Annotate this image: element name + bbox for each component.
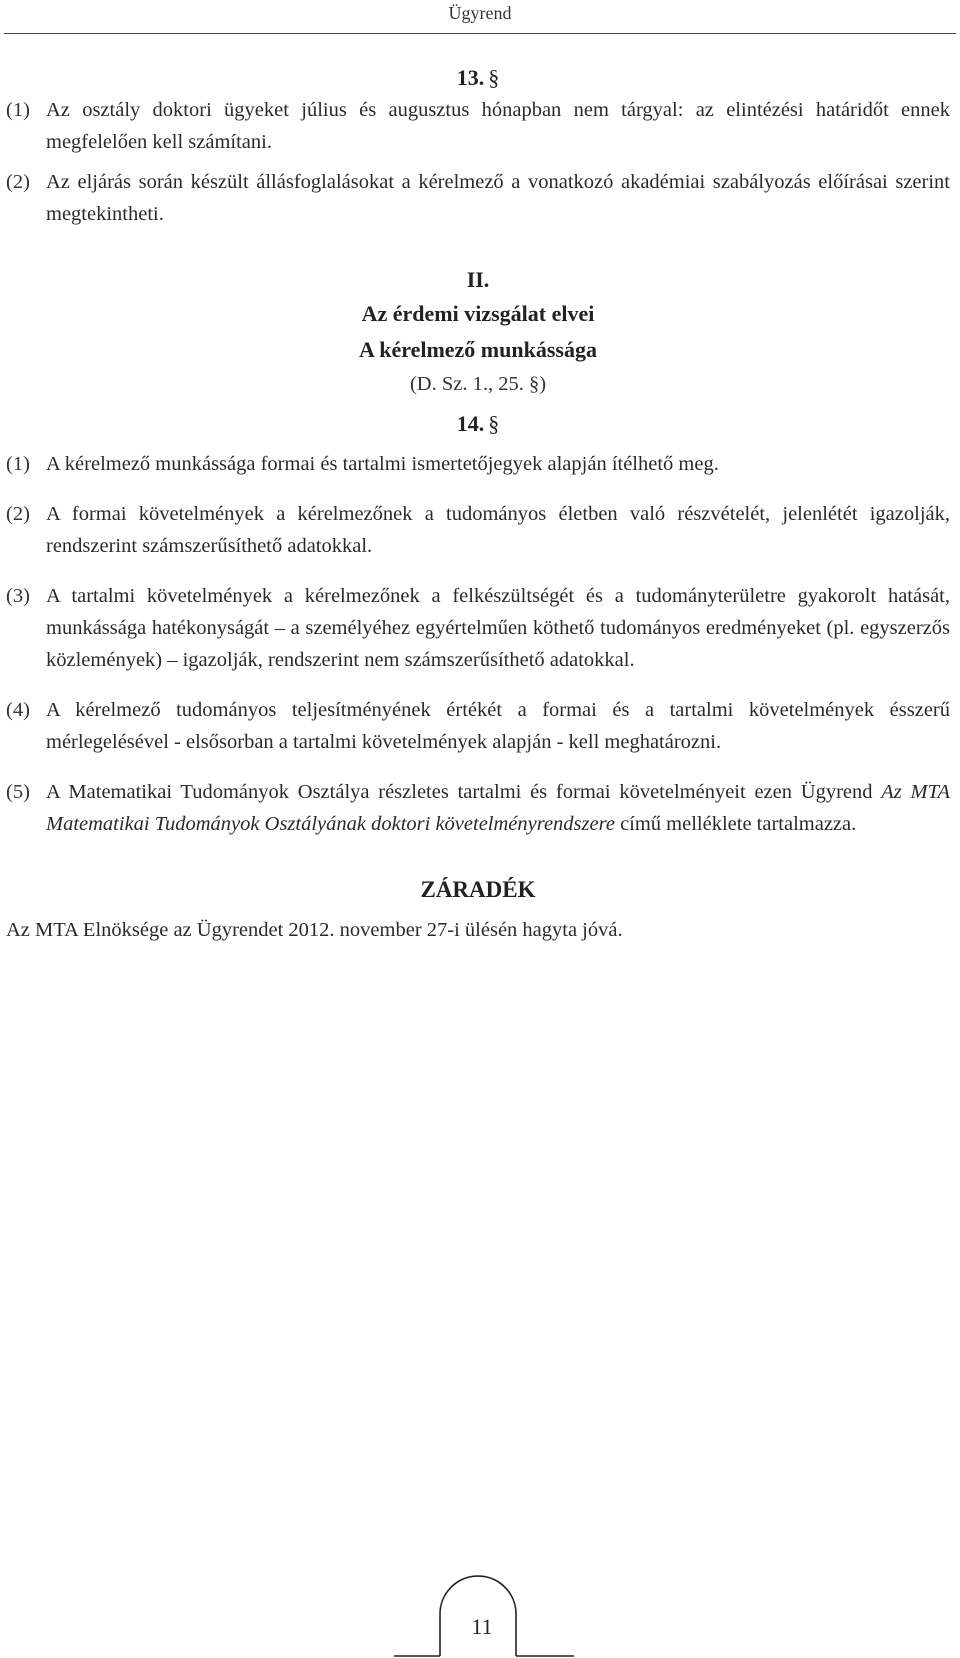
paragraph-number: (2)	[6, 503, 30, 525]
page-number: 11	[471, 1614, 493, 1639]
section-14-paragraph-4	[6, 694, 950, 758]
section-14-heading	[6, 408, 950, 440]
paragraph-text-tail: című melléklete tartalmazza.	[614, 813, 857, 835]
section-13-paragraph-2	[6, 166, 950, 230]
document-body	[6, 62, 950, 946]
closing-clause-title: ZÁRADÉK	[420, 877, 536, 902]
paragraph-number: (2)	[6, 171, 30, 193]
paragraph-text: Az osztály doktori ügyeket július és augusztus hónapban nem tárgyal: az elintézési határidőt ennek megfelelően kell számítani.	[46, 99, 950, 153]
section-14-paragraph-1	[6, 448, 950, 480]
paragraph-number: (3)	[6, 585, 30, 607]
paragraph-text: Az eljárás során készült állásfoglalásokat a kérelmező a vonatkozó akadémiai szabályozás előírásai szerint megtekintheti.	[46, 171, 950, 225]
running-header: Ügyrend	[448, 3, 512, 23]
section-14-paragraph-5	[6, 776, 950, 840]
chapter-number: II.	[466, 267, 490, 292]
chapter-title: Az érdemi vizsgálat elvei	[361, 301, 595, 326]
section-sign-icon: §	[488, 65, 500, 90]
paragraph-text: A tartalmi követelmények a kérelmezőnek a felkészültségét és a tudományterületre gyakorolt hatását, munkássága hatékonyságát – a személyéhez egyértelműen köthető tudományos eredményeket (pl. egyszerzős közlemények) – igazolják, rendszerint nem számszerűsíthető adatokkal.	[46, 585, 950, 671]
paragraph-number: (1)	[6, 99, 30, 121]
paragraph-text: A formai követelmények a kérelmezőnek a tudományos életben való részvételét, jelenlétét igazolják, rendszerint számszerűsíthető adatokkal.	[46, 503, 950, 557]
section-13-paragraph-1	[6, 94, 950, 158]
legal-reference: (D. Sz. 1., 25. §)	[409, 373, 547, 395]
chapter-subtitle: A kérelmező munkássága	[359, 337, 597, 362]
section-sign-icon: §	[488, 411, 500, 436]
annex-title: Az MTA Matematikai Tudományok Osztályának doktori követelményrendszere	[46, 781, 950, 835]
paragraph-text: A kérelmező munkássága formai és tartalmi ismertetőjegyek alapján ítélhető meg.	[46, 453, 719, 475]
header-rule	[4, 33, 956, 34]
section-13-number: 13.	[456, 65, 485, 90]
page-number-ornament	[394, 1558, 574, 1658]
section-14-number: 14.	[456, 411, 485, 436]
paragraph-number: (4)	[6, 699, 30, 721]
closing-clause-text: Az MTA Elnöksége az Ügyrendet 2012. november 27-i ülésén hagyta jóvá.	[6, 919, 623, 941]
paragraph-number: (1)	[6, 453, 30, 475]
paragraph-text: A kérelmező tudományos teljesítményének értékét a formai és a tartalmi követelmények ésszerű mérlegelésével - elsősorban a tartalmi követelmények alapján - kell meghatározni.	[46, 699, 950, 753]
paragraph-number: (5)	[6, 781, 30, 803]
section-13-heading	[6, 62, 950, 94]
paragraph-text-lead: A Matematikai Tudományok Osztálya részletes tartalmi és formai követelményeit ezen Ügyrend	[46, 781, 882, 803]
paragraph-text	[46, 776, 950, 840]
section-14-paragraph-2	[6, 498, 950, 562]
section-14-paragraph-3	[6, 580, 950, 676]
